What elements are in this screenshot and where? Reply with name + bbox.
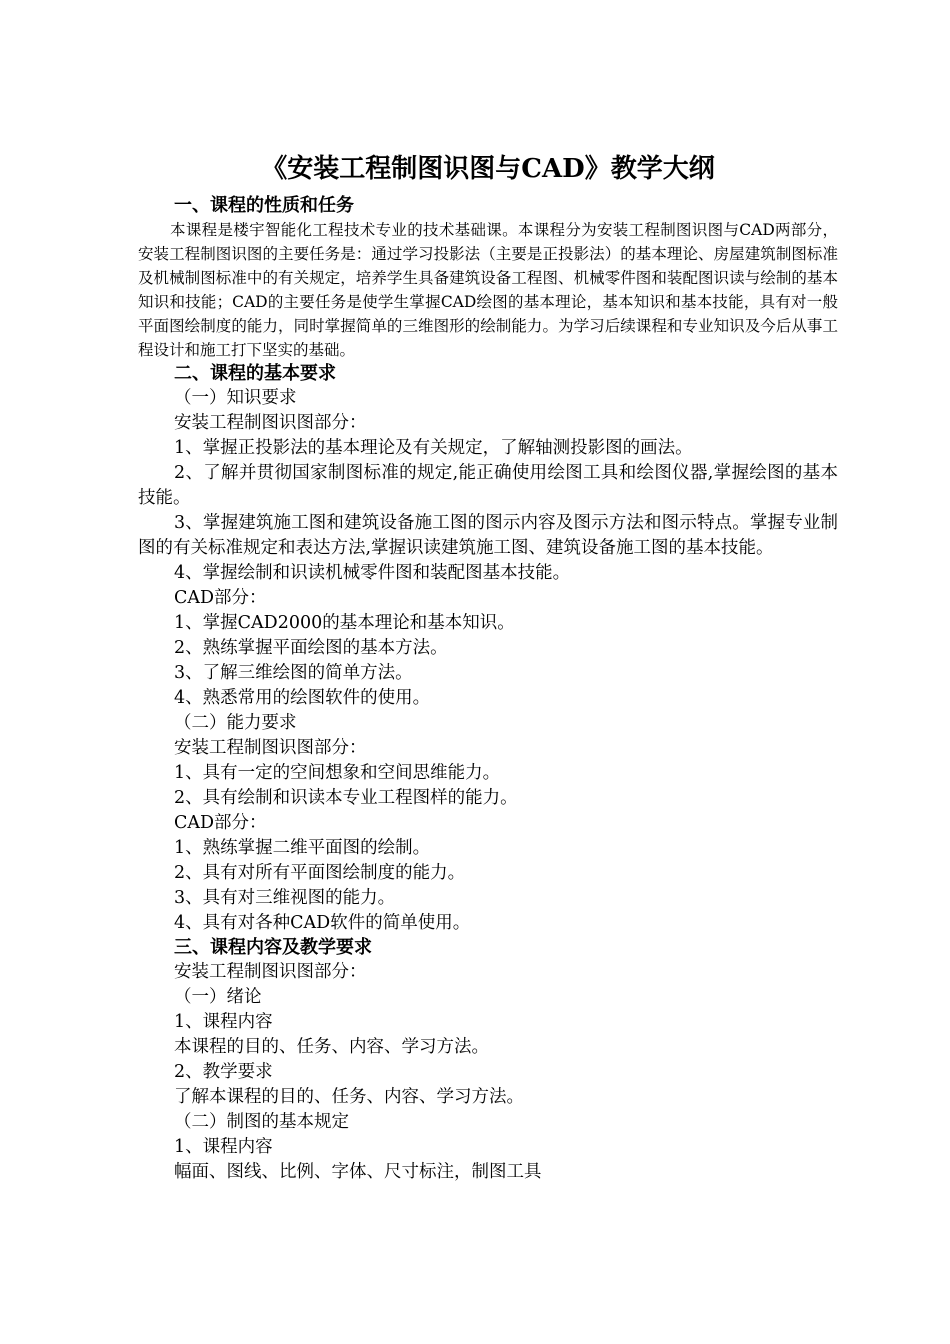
ability-part2-item: 4、具有对各种CAD软件的简单使用。 xyxy=(174,913,471,933)
ability-part1-label: 安装工程制图识图部分： xyxy=(174,738,367,758)
knowledge-part1-item: 2、了解并贯彻国家制图标准的规定,能正确使用绘图工具和绘图仪器,掌握绘图的基本技能。 xyxy=(138,463,838,508)
ability-subheading: （二）能力要求 xyxy=(174,713,297,733)
knowledge-part2-label: CAD部分： xyxy=(174,588,267,608)
unit1-req: 了解本课程的目的、任务、内容、学习方法。 xyxy=(174,1087,524,1107)
knowledge-part1-item: 3、掌握建筑施工图和建筑设备施工图的图示内容及图示方法和图示特点。掌握专业制图的有关标准规定和表达方法,掌握识读建筑施工图、建筑设备施工图的基本技能。 xyxy=(138,513,838,558)
unit2-content: 幅面、图线、比例、字体、尺寸标注，制图工具 xyxy=(174,1162,542,1182)
knowledge-subheading: （一）知识要求 xyxy=(174,388,297,408)
unit1-title: （一）绪论 xyxy=(174,987,262,1007)
knowledge-part1-item: 1、掌握正投影法的基本理论及有关规定，了解轴测投影图的画法。 xyxy=(174,438,693,458)
unit1-req-label: 2、教学要求 xyxy=(174,1062,273,1082)
knowledge-part1-item: 4、掌握绘制和识读机械零件图和装配图基本技能。 xyxy=(174,563,571,583)
document-page xyxy=(138,152,838,1185)
ability-part2-item: 1、熟练掌握二维平面图的绘制。 xyxy=(174,838,431,858)
document-title: 《安装工程制图识图与CAD》教学大纲 xyxy=(261,154,715,184)
knowledge-part1-label: 安装工程制图识图部分： xyxy=(174,413,367,433)
ability-part2-label: CAD部分： xyxy=(174,813,267,833)
knowledge-part2-item: 3、了解三维绘图的简单方法。 xyxy=(174,663,413,683)
section1-body: 本课程是楼宇智能化工程技术专业的技术基础课。本课程分为安装工程制图识图与CAD两部分，安装工程制图识图的主要任务是：通过学习投影法（主要是正投影法）的基本理论、房屋建筑制图标准及机械制图标准中的有关规定，培养学生具备建筑设备工程图、机械零件图和装配图识读与绘制的基本知识和技能；CAD的主要任务是使学生掌握CAD绘图的基本理论，基本知识和基本技能，具有对一般平面图绘制度的能力，同时掌握简单的三维图形的绘制能力。为学习后续课程和专业知识及今后从事工程设计和施工打下坚实的基础。 xyxy=(138,221,838,359)
knowledge-part2-item: 4、熟悉常用的绘图软件的使用。 xyxy=(174,688,431,708)
knowledge-part2-item: 1、掌握CAD2000的基本理论和基本知识。 xyxy=(174,613,515,633)
section1-heading: 一、课程的性质和任务 xyxy=(174,195,354,216)
unit1-content-label: 1、课程内容 xyxy=(174,1012,273,1032)
section3-part-label: 安装工程制图识图部分： xyxy=(174,962,367,982)
ability-part1-item: 1、具有一定的空间想象和空间思维能力。 xyxy=(174,763,501,783)
ability-part2-item: 2、具有对所有平面图绘制度的能力。 xyxy=(174,863,466,883)
section3-heading: 三、课程内容及教学要求 xyxy=(174,937,372,958)
unit2-content-label: 1、课程内容 xyxy=(174,1137,273,1157)
unit1-content: 本课程的目的、任务、内容、学习方法。 xyxy=(174,1037,489,1057)
ability-part1-item: 2、具有绘制和识读本专业工程图样的能力。 xyxy=(174,788,518,808)
ability-part2-item: 3、具有对三维视图的能力。 xyxy=(174,888,396,908)
section2-heading: 二、课程的基本要求 xyxy=(174,363,336,384)
knowledge-part2-item: 2、熟练掌握平面绘图的基本方法。 xyxy=(174,638,448,658)
unit2-title: （二）制图的基本规定 xyxy=(174,1112,349,1132)
